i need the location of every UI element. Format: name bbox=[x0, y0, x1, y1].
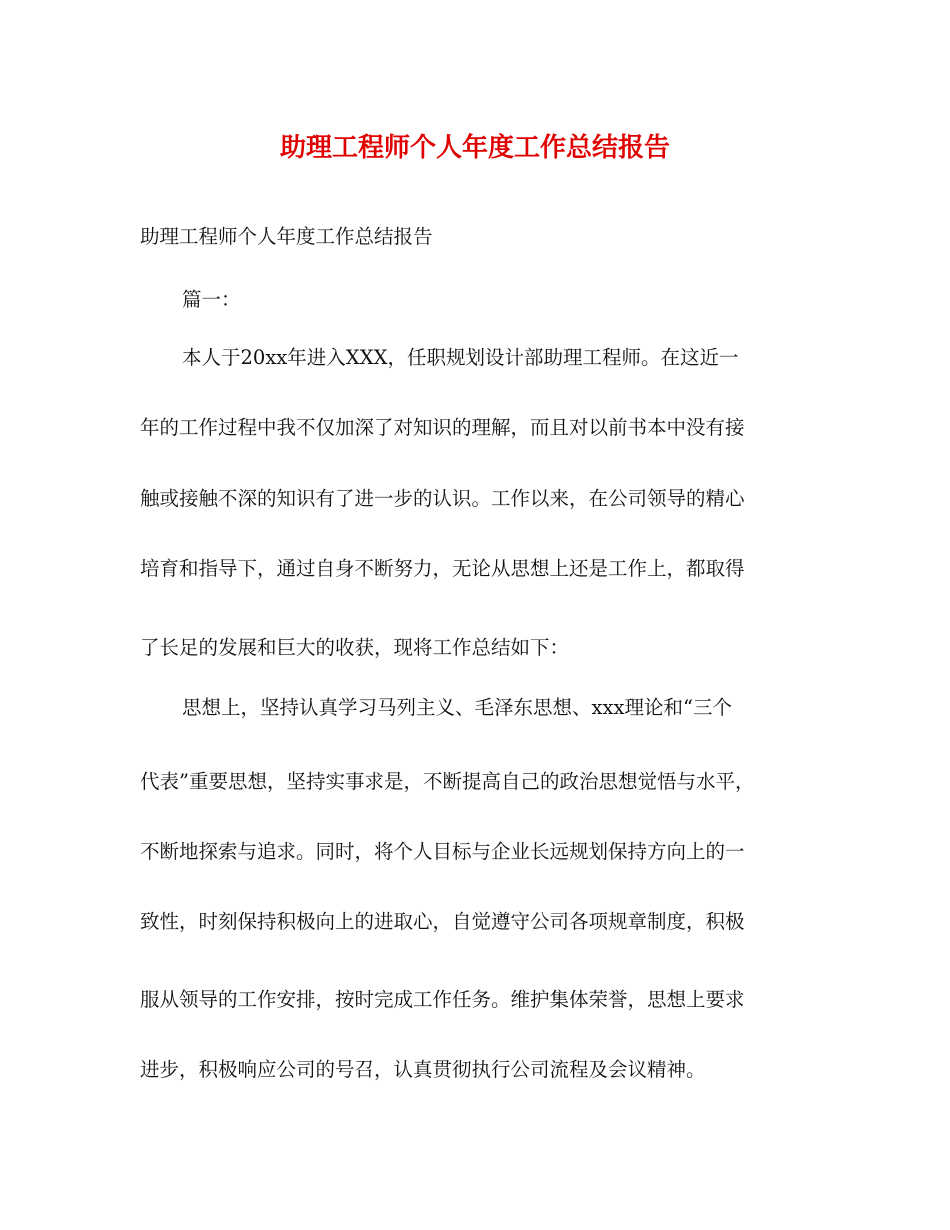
document-title: 助理工程师个人年度工作总结报告 bbox=[279, 133, 670, 163]
document-subtitle: 助理工程师个人年度工作总结报告 bbox=[140, 225, 433, 248]
paragraph-line: 进步，积极响应公司的号召，认真贯彻执行公司流程及会议精神。 bbox=[140, 1058, 706, 1081]
paragraph-line: 致性，时刻保持积极向上的进取心，自觉遵守公司各项规章制度，积极 bbox=[140, 910, 745, 933]
paragraph-line: 培育和指导下，通过自身不断努力，无论从思想上还是工作上，都取得 bbox=[140, 557, 745, 580]
section-label: 篇一： bbox=[182, 288, 241, 311]
paragraph-line: 不断地探索与追求。同时，将个人目标与企业长远规划保持方向上的一 bbox=[140, 840, 745, 863]
paragraph-line: 本人于20xx年进入XXX，任职规划设计部助理工程师。在这近一 bbox=[182, 346, 739, 369]
paragraph-line: 代表”重要思想，坚持实事求是，不断提高自己的政治思想觉悟与水平， bbox=[140, 770, 755, 793]
paragraph-line: 服从领导的工作安排，按时完成工作任务。维护集体荣誉，思想上要求 bbox=[140, 988, 745, 1011]
paragraph-line: 思想上，坚持认真学习马列主义、毛泽东思想、xxx理论和“三个 bbox=[182, 696, 732, 719]
paragraph-line: 年的工作过程中我不仅加深了对知识的理解，而且对以前书本中没有接 bbox=[140, 416, 745, 439]
paragraph-line: 了长足的发展和巨大的收获，现将工作总结如下： bbox=[140, 636, 570, 659]
paragraph-line: 触或接触不深的知识有了进一步的认识。工作以来，在公司领导的精心 bbox=[140, 487, 745, 510]
